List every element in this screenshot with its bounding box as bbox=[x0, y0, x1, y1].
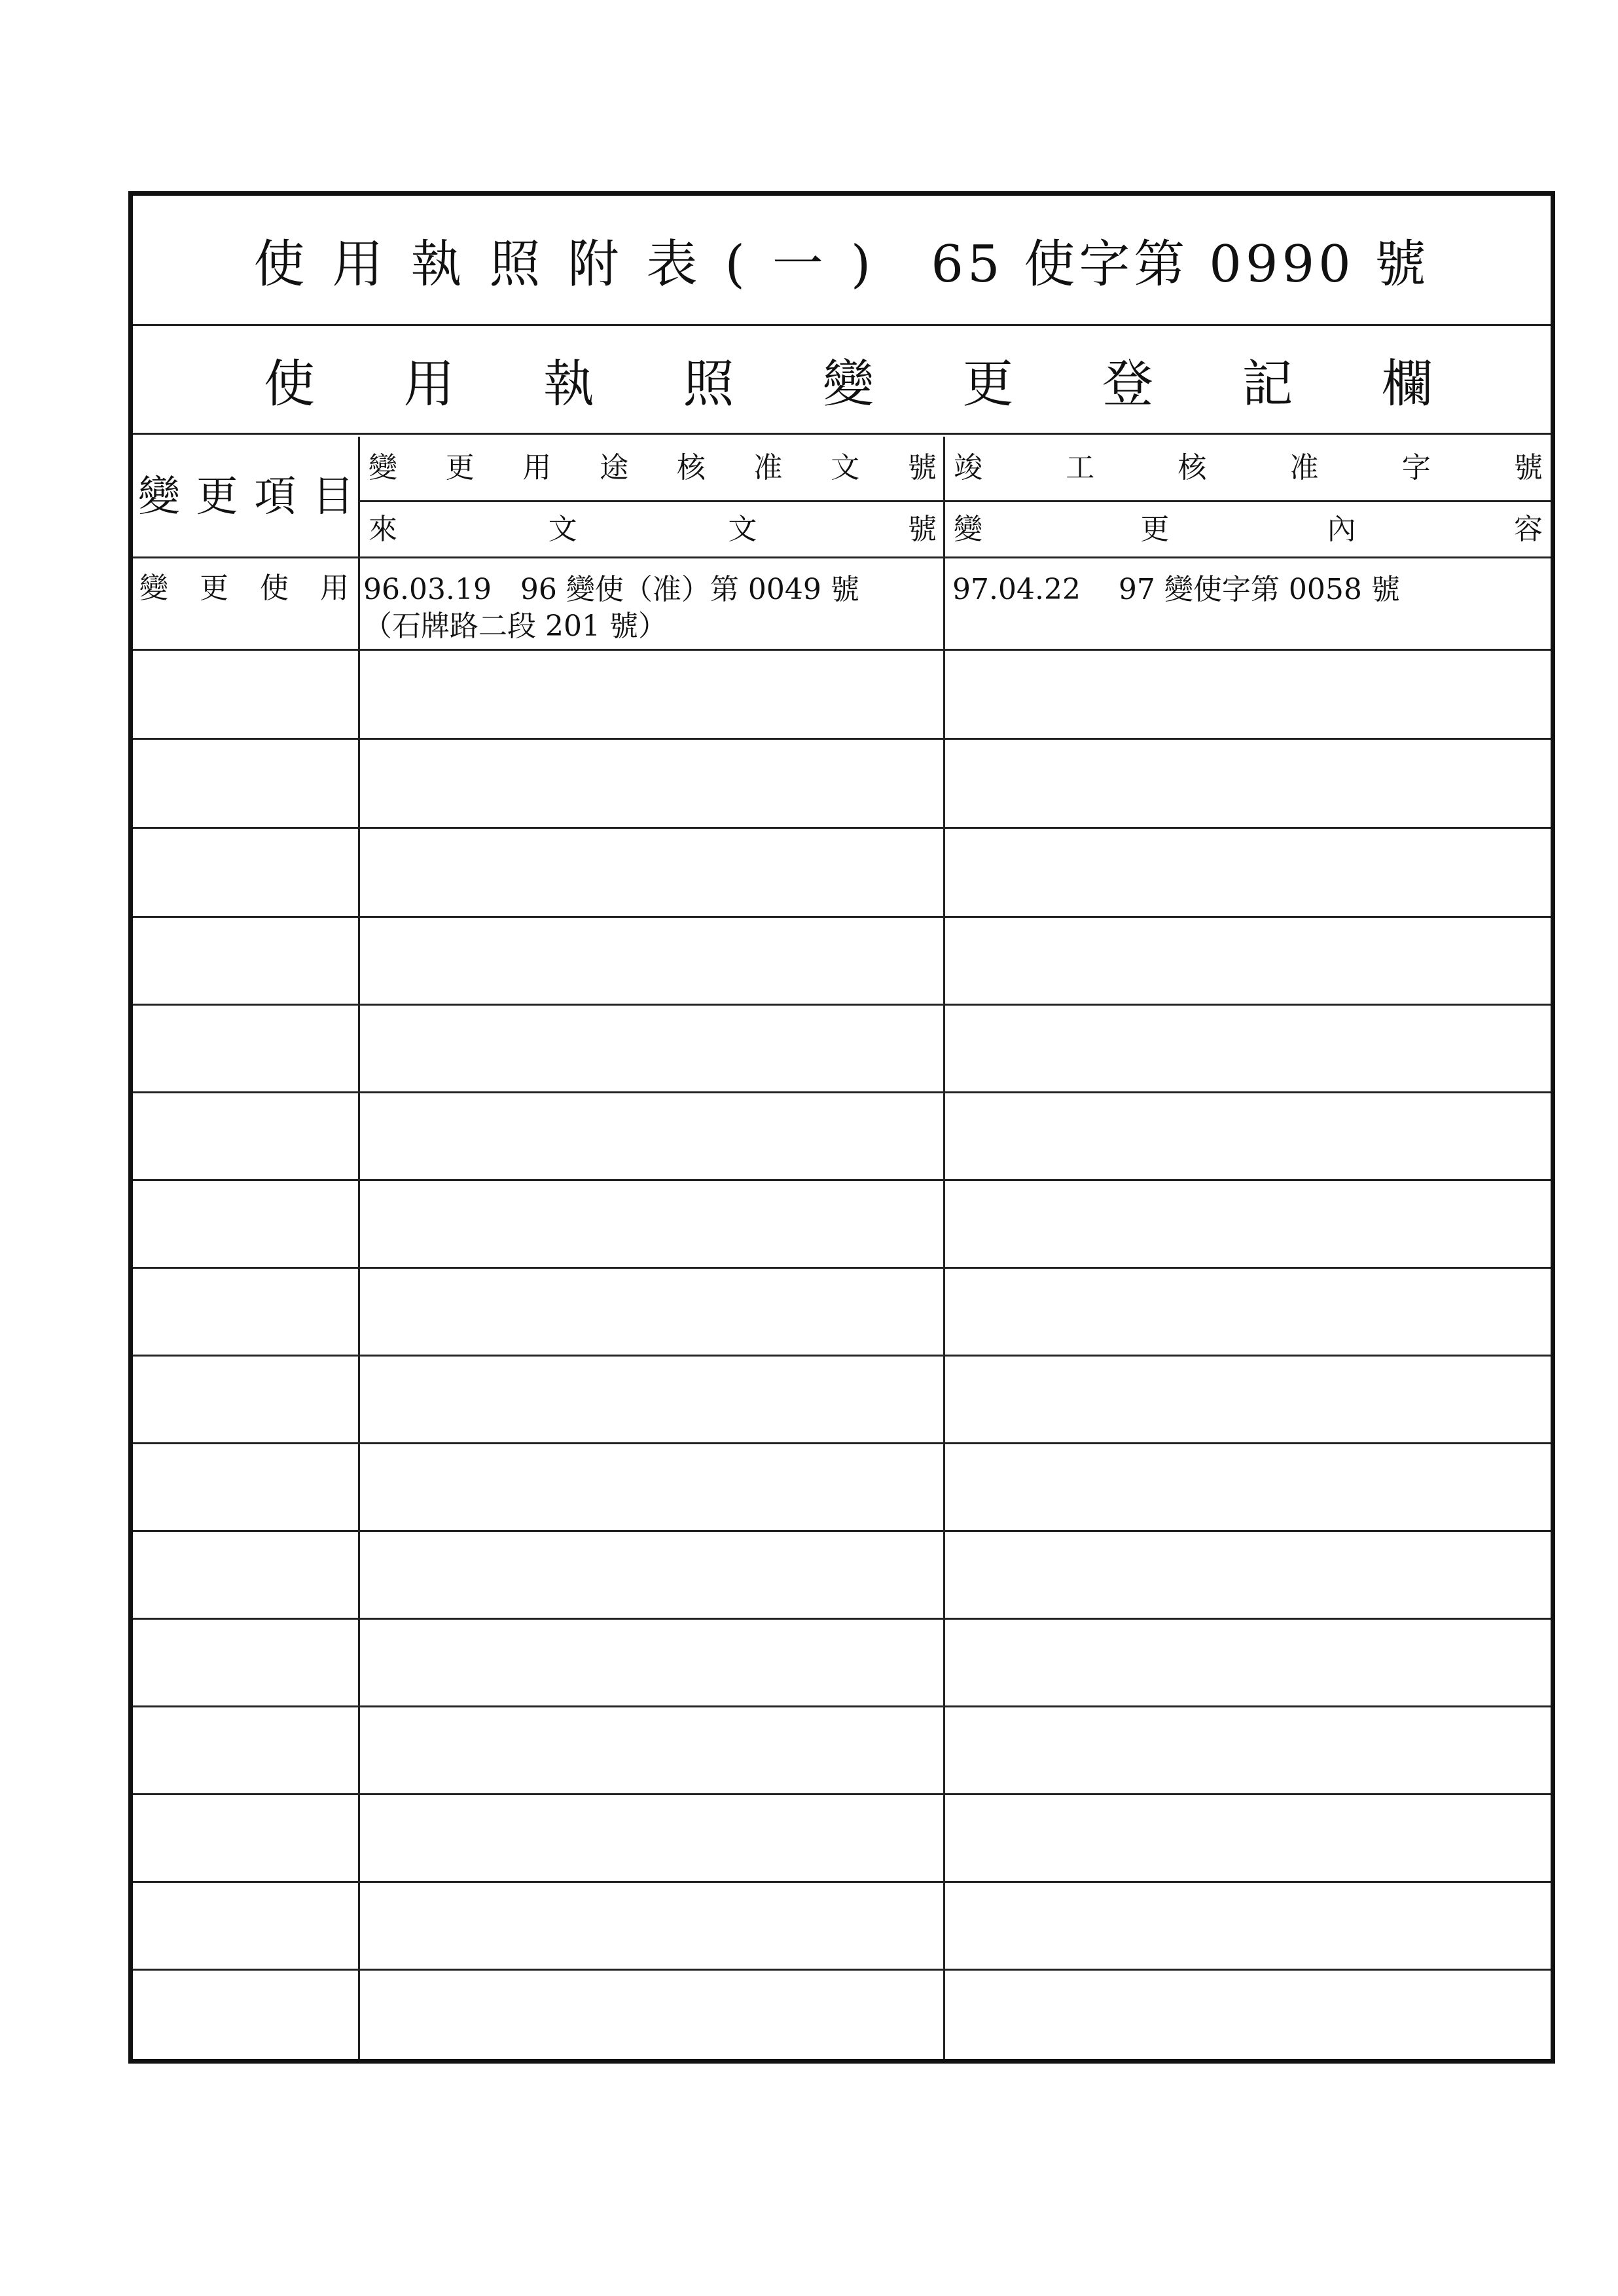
row-line bbox=[133, 1004, 1551, 1006]
column-divider bbox=[358, 437, 360, 2059]
change-register-table bbox=[133, 437, 1551, 2059]
subtitle-char: 變 bbox=[822, 354, 874, 414]
form-title bbox=[133, 196, 1551, 326]
form-title-main: 使用執照附表(一) bbox=[253, 235, 899, 294]
subtitle-char: 執 bbox=[543, 354, 594, 414]
row-line bbox=[133, 1793, 1551, 1795]
license-attachment-form bbox=[128, 191, 1555, 2064]
row-line bbox=[133, 649, 1551, 651]
subtitle-char: 照 bbox=[683, 354, 734, 414]
row-line bbox=[133, 1267, 1551, 1269]
header-bottom-line bbox=[133, 556, 1551, 558]
row-line bbox=[133, 827, 1551, 829]
row-line bbox=[133, 1442, 1551, 1444]
row-line bbox=[133, 738, 1551, 740]
row-line bbox=[133, 1881, 1551, 1883]
subtitle-char: 記 bbox=[1242, 354, 1293, 414]
row-item: 變 更 使 用 bbox=[139, 572, 349, 605]
subtitle-char: 欄 bbox=[1381, 354, 1433, 414]
license-number: 65 使字第 0990 號 bbox=[931, 235, 1430, 294]
column-divider bbox=[943, 437, 945, 2059]
subtitle-char: 更 bbox=[962, 354, 1014, 414]
row-line bbox=[133, 1530, 1551, 1532]
form-subtitle bbox=[133, 326, 1551, 435]
subtitle-char: 登 bbox=[1102, 354, 1153, 414]
row-approval-note: （石牌路二段 201 號） bbox=[363, 610, 667, 643]
row-completion-no: 97.04.22 97 變使字第 0058 號 bbox=[952, 573, 1400, 606]
row-line bbox=[133, 1355, 1551, 1357]
subtitle-char: 使 bbox=[264, 354, 315, 414]
row-line bbox=[133, 1969, 1551, 1971]
row-line bbox=[133, 1179, 1551, 1181]
row-line bbox=[133, 1618, 1551, 1620]
row-line bbox=[133, 1705, 1551, 1707]
header-approval-doc: 變 更 用 途 核 准 文 號 bbox=[369, 451, 937, 484]
header-divider bbox=[360, 500, 1551, 502]
row-approval-doc: 96.03.19 96 變使（准）第 0049 號 bbox=[363, 573, 859, 606]
row-line bbox=[133, 1091, 1551, 1093]
header-change-item: 變 更 項 目 bbox=[138, 473, 354, 521]
subtitle-char: 用 bbox=[403, 354, 455, 414]
header-completion-no: 竣 工 核 准 字 號 bbox=[954, 451, 1543, 484]
header-change-content: 變 更 內 容 bbox=[954, 513, 1543, 546]
header-incoming-doc: 來 文 文 號 bbox=[369, 513, 937, 546]
row-line bbox=[133, 916, 1551, 918]
